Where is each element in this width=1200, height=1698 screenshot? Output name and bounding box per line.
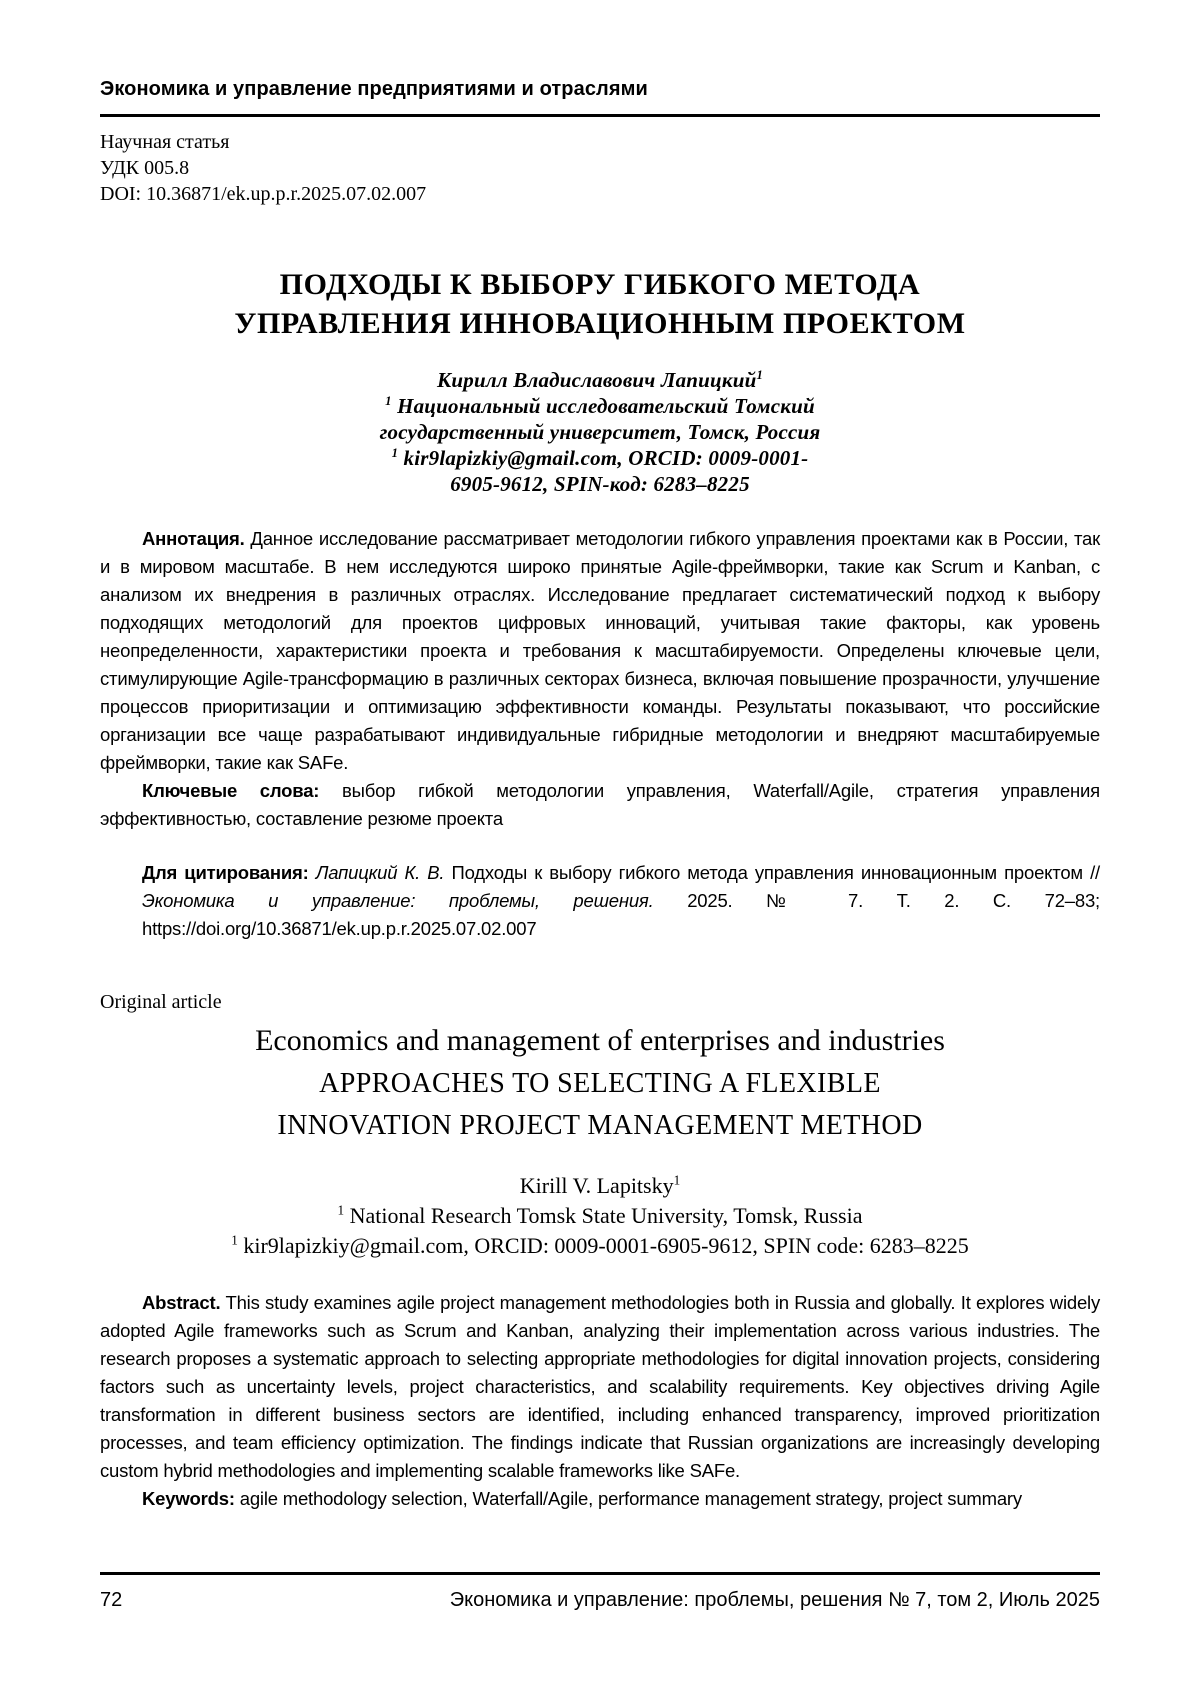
article-title-en-line1: APPROACHES TO SELECTING A FLEXIBLE <box>319 1068 881 1099</box>
keywords-ru-text: выбор гибкой методологии управления, Waterfall/Agile, стратегия управления эффективностью, составление резюме проекта <box>100 780 1100 829</box>
page-number: 72 <box>100 1589 123 1611</box>
abstract-ru-label: Аннотация. <box>142 528 245 549</box>
author-name-ru: Кирилл Владиславович Лапицкий$^1$ <box>436 368 764 392</box>
abstract-en <box>100 1289 1100 1485</box>
article-title-ru-line1: ПОДХОДЫ К ВЫБОРУ ГИБКОГО МЕТОДА <box>279 268 921 301</box>
keywords-ru <box>100 777 1100 833</box>
citation-label: Для цитирования: <box>142 862 309 883</box>
author-sup-ru: 1 <box>756 368 764 382</box>
keywords-ru-label: Ключевые слова: <box>142 780 320 801</box>
page-footer <box>100 1572 1100 1613</box>
keywords-en <box>100 1485 1100 1513</box>
contact-sup-en: 1 <box>231 1232 238 1248</box>
affiliation-sup-ru: 1 <box>385 394 392 408</box>
citation-journal: Экономика и управление: проблемы, решения. <box>142 890 654 911</box>
abstract-ru-text: Данное исследование рассматривает методологии гибкого управления проектами как в России, так и в мировом масштабе. В нем исследуются широко принятые Agile-фреймворки, такие как Scrum и Kanban, с анализом их внедрения в различных отраслях. Исследование предлагает систематический подход к выбору подходящих методологий для проектов цифровых инноваций, учитывая такие факторы, как уровень неопределенности, характеристики проекта и требования к масштабируемости. Определены ключевые цели, стимулирующие Agile-трансформацию в различных секторах бизнеса, включая повышение прозрачности, улучшение процессов приоритизации и оптимизацию эффективности команды. Результаты показывают, что российские организации все чаще разрабатывают индивидуальные гибридные методологии и внедряют масштабируемые фреймворки, такие как SAFe. <box>100 528 1100 773</box>
doi-line: DOI: 10.36871/ek.up.p.r.2025.07.02.007 <box>100 183 427 205</box>
affiliation-ru-line1: $^1$ Национальный исследовательский Томский <box>385 394 815 418</box>
journal-line: Экономика и управление: проблемы, решения № 7, том 2, Июль 2025 <box>449 1589 1100 1611</box>
rubric-title: Экономика и управление предприятиями и отраслями <box>100 78 648 100</box>
article-type-en: Original article <box>100 991 222 1013</box>
author-block-en <box>100 1171 1100 1261</box>
abstract-ru <box>100 525 1100 777</box>
header-rule <box>100 114 1100 117</box>
citation-tail: 2025. № 7. Т. 2. С. 72–83; https://doi.org/10.36871/ek.up.p.r.2025.07.02.007 <box>142 890 1100 939</box>
contact-ru-line1: $^1$ kir9lapizkiy@gmail.com, ORCID: 0009-0001- <box>391 446 809 470</box>
affiliation-ru-line2: государственный университет, Томск, Россия <box>379 420 821 444</box>
citation-block <box>142 859 1100 943</box>
affiliation-sup-en: 1 <box>337 1202 345 1218</box>
abstract-en-text: This study examines agile project management methodologies both in Russia and globally. It explores widely adopted Agile frameworks such as Scrum and Kanban, analyzing their implementation across various industries. The research proposes a systematic approach to selecting appropriate methodologies for digital innovation projects, considering factors such as uncertainty levels, project characteristics, and scalability requirements. Key objectives driving Agile transformation in different business sectors are identified, including enhanced transparency, improved prioritization processes, and team efficiency optimization. The findings indicate that Russian organizations are increasingly developing custom hybrid methodologies and implementing scalable frameworks like SAFe. <box>100 1292 1100 1481</box>
author-name-en: Kirill V. Lapitsky$^1$ <box>519 1172 681 1198</box>
affiliation-en: $^1$ National Research Tomsk State University, Tomsk, Russia <box>337 1202 863 1228</box>
citation-authors: Лапицкий К. В. <box>315 862 445 883</box>
article-title-ru-line2: УПРАВЛЕНИЯ ИННОВАЦИОННЫМ ПРОЕКТОМ <box>234 307 966 340</box>
article-title-en-line2: INNOVATION PROJECT MANAGEMENT METHOD <box>277 1110 923 1141</box>
author-sup-en: 1 <box>673 1172 681 1188</box>
contact-sup-ru: 1 <box>391 446 399 460</box>
author-block-ru <box>100 367 1100 497</box>
keywords-en-label: Keywords: <box>142 1488 235 1509</box>
keywords-en-text: agile methodology selection, Waterfall/Agile, performance management strategy, project summary <box>239 1488 1022 1509</box>
contact-ru-line2: 6905-9612, SPIN-код: 6283–8225 <box>450 472 750 496</box>
article-title-ru <box>100 265 1100 343</box>
article-title-en <box>100 1063 1100 1147</box>
article-meta <box>100 129 1100 207</box>
contact-en: $^1$ kir9lapizkiy@gmail.com, ORCID: 0009-0001-6905-9612, SPIN code: 6283–8225 <box>231 1232 969 1258</box>
running-head <box>100 76 1100 117</box>
article-type-ru: Научная статья <box>100 131 230 153</box>
footer-rule <box>100 1572 1100 1575</box>
abstract-en-label: Abstract. <box>142 1292 221 1313</box>
citation-title: Подходы к выбору гибкого метода управления инновационным проектом // <box>451 862 1100 883</box>
udc-code: УДК 005.8 <box>100 157 190 179</box>
section-title-en: Economics and management of enterprises and industries <box>255 1024 945 1057</box>
